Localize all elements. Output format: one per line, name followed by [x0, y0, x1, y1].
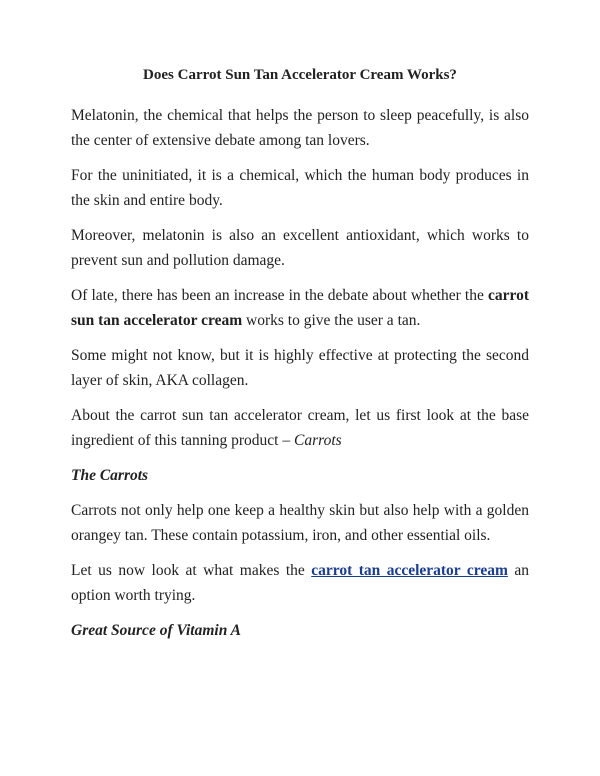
paragraph-uninitiated: For the uninitiated, it is a chemical, which the human body produces in the skin and entire body. [71, 167, 529, 209]
carrots-italic: Carrots [294, 432, 342, 449]
paragraph-carrots: Carrots not only help one keep a healthy skin but also help with a golden orangey tan. These contain potassium, iron, and other essential oils. [71, 502, 529, 544]
paragraph-base-ingredient-text: About the carrot sun tan accelerator cream, let us first look at the base ingredient of this tanning product – [71, 407, 529, 449]
paragraph-worth-trying-tail: an option worth trying. [71, 562, 529, 604]
heading-the-carrots: The Carrots [71, 467, 149, 484]
document-title: Does Carrot Sun Tan Accelerator Cream Works? [143, 67, 457, 83]
paragraph-worth-trying-text: Let us now look at what makes the [71, 562, 312, 579]
paragraph-debate-text: Of late, there has been an increase in the debate about whether the [71, 287, 488, 304]
heading-vitamin-a: Great Source of Vitamin A [71, 622, 241, 639]
paragraph-antioxidant: Moreover, melatonin is also an excellent antioxidant, which works to prevent sun and pollution damage. [71, 227, 529, 269]
paragraph-debate [71, 283, 529, 333]
carrot-cream-link[interactable]: carrot tan accelerator cream [311, 562, 508, 579]
paragraph-collagen: Some might not know, but it is highly effective at protecting the second layer of skin, AKA collagen. [71, 347, 529, 389]
paragraph-base-ingredient [71, 403, 529, 453]
carrot-cream-bold: carrot sun tan accelerator cream [71, 287, 529, 329]
paragraph-melatonin: Melatonin, the chemical that helps the person to sleep peacefully, is also the center of extensive debate among tan lovers. [71, 107, 529, 149]
paragraph-debate-tail: works to give the user a tan. [242, 312, 421, 329]
paragraph-worth-trying [71, 558, 529, 608]
